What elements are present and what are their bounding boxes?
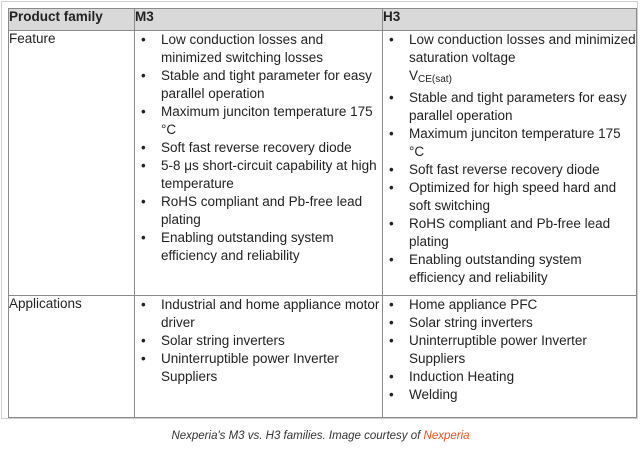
list-item: • Low conduction losses and minimized switching losses <box>141 32 324 65</box>
list-item: • Solar string inverters <box>141 333 285 348</box>
feature-row <box>9 31 637 296</box>
list-item: • Optimized for high speed hard and soft switching <box>389 180 617 213</box>
list-item: • RoHS compliant and Pb-free lead plating <box>141 194 363 227</box>
list-item: • Stable and tight parameters for easy parallel operation <box>389 90 627 123</box>
list-item: • Uninterruptible power Inverter Suppliers <box>389 333 587 366</box>
list-item: • Home appliance PFC <box>389 297 538 312</box>
list-item: • Solar string inverters <box>389 315 533 330</box>
list-item: • Industrial and home appliance motor driver <box>141 297 380 330</box>
list-item: • RoHS compliant and Pb-free lead plating <box>389 216 611 249</box>
list-item: • Welding <box>389 387 458 402</box>
nexperia-link[interactable]: Nexperia <box>423 430 470 442</box>
list-item: • Induction Heating <box>389 369 515 384</box>
list-item: • 5-8 μs short-circuit capability at high temperature <box>141 158 377 191</box>
caption-text: Nexperia's M3 vs. H3 families. Image courtesy of <box>171 430 424 442</box>
list-item: • Enabling outstanding system efficiency and reliability <box>389 252 582 285</box>
m3-features-cell <box>135 31 383 296</box>
header-row <box>9 9 637 31</box>
list-item: • Low conduction losses and minimized saturation voltage $V_{CE(sat)}$ <box>389 32 636 85</box>
list-item: • Stable and tight parameter for easy parallel operation <box>141 68 372 101</box>
figure-caption <box>0 430 641 442</box>
m3-applications-cell <box>135 296 383 418</box>
comparison-table <box>8 8 637 418</box>
list-item: • Uninterruptible power Inverter Suppliers <box>141 351 339 384</box>
list-item: • Maximum junciton temperature 175 °C <box>141 104 373 137</box>
h3-features-cell <box>383 31 637 296</box>
header-product-family: Product family <box>9 9 135 31</box>
row-label-feature: Feature <box>9 31 135 296</box>
row-label-applications: Applications <box>9 296 135 418</box>
h3-applications-cell <box>383 296 637 418</box>
m3-features-list <box>135 31 382 265</box>
m3-applications-list <box>135 296 382 386</box>
h3-applications-list <box>383 296 636 404</box>
list-item: • Soft fast reverse recovery diode <box>389 162 600 177</box>
figure-frame <box>1 1 638 419</box>
vce-symbol: V <box>409 68 419 83</box>
vce-subscript: CE(sat) <box>418 74 452 85</box>
list-item: • Soft fast reverse recovery diode <box>141 140 352 155</box>
header-h3: H3 <box>383 9 637 31</box>
list-item: • Enabling outstanding system efficiency and reliability <box>141 230 334 263</box>
list-item: • Maximum junciton temperature 175 °C <box>389 126 621 159</box>
header-m3: M3 <box>135 9 383 31</box>
h3-features-list <box>383 31 636 287</box>
applications-row <box>9 296 637 418</box>
